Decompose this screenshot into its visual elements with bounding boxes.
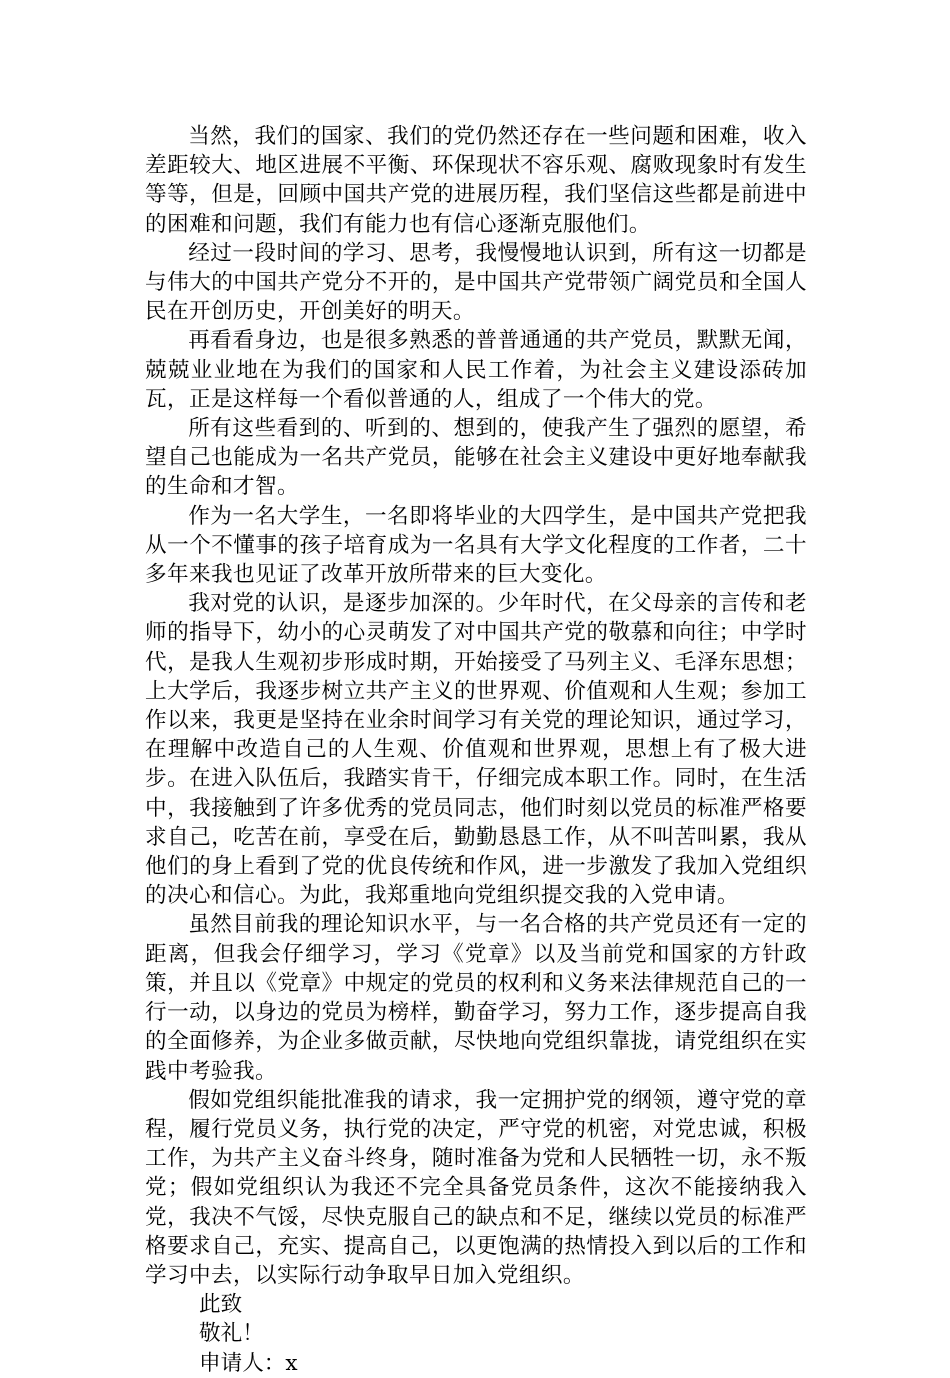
- applicant-signature: 申请人：x: [199, 1350, 298, 1376]
- closing-salutation: 此致: [199, 1292, 243, 1318]
- document-body: [145, 122, 807, 1378]
- paragraph: 虽然目前我的理论知识水平，与一名合格的共产党员还有一定的距离，但我会仔细学习，学习《党章》以及当前党和国家的方针政策，并且以《党章》中规定的党员的权利和义务来法律规范自己的一行一动，以身边的党员为榜样，勤奋学习，努力工作，逐步提高自我的全面修养，为企业多做贡献，尽快地向党组织靠拢，请党组织在实践中考验我。: [145, 912, 807, 1084]
- paragraph: 假如党组织能批准我的请求，我一定拥护党的纲领，遵守党的章程，履行党员义务，执行党的决定，严守党的机密，对党忠诚，积极工作，为共产主义奋斗终身，随时准备为党和人民牺牲一切，永不叛党；假如党组织认为我还不完全具备党员条件，这次不能接纳我入党，我决不气馁，尽快克服自己的缺点和不足，继续以党员的标准严格要求自己，充实、提高自己，以更饱满的热情投入到以后的工作和学习中去，以实际行动争取早日加入党组织。: [145, 1087, 807, 1288]
- paragraph: 经过一段时间的学习、思考，我慢慢地认识到，所有这一切都是与伟大的中国共产党分不开的，是中国共产党带领广阔党员和全国人民在开创历史，开创美好的明天。: [145, 240, 807, 325]
- paragraph: 所有这些看到的、听到的、想到的，使我产生了强烈的愿望，希望自己也能成为一名共产党员，能够在社会主义建设中更好地奉献我的生命和才智。: [145, 416, 807, 500]
- paragraph: 当然，我们的国家、我们的党仍然还存在一些问题和困难，收入差距较大、地区进展不平衡、环保现状不容乐观、腐败现象时有发生等等，但是，回顾中国共产党的进展历程，我们坚信这些都是前进中的困难和问题，我们有能力也有信心逐渐克服他们。: [145, 124, 807, 237]
- paragraph: 作为一名大学生，一名即将毕业的大四学生，是中国共产党把我从一个不懂事的孩子培育成为一名具有大学文化程度的工作者，二十多年来我也见证了改革开放所带来的巨大变化。: [145, 503, 807, 588]
- paragraph: 我对党的认识，是逐步加深的。少年时代，在父母亲的言传和老师的指导下，幼小的心灵萌发了对中国共产党的敬慕和向往；中学时代，是我人生观初步形成时期，开始接受了马列主义、毛泽东思想；上大学后，我逐步树立共产主义的世界观、价值观和人生观；参加工作以来，我更是坚持在业余时间学习有关党的理论知识，通过学习，在理解中改造自己的人生观、价值观和世界观，思想上有了极大进步。在进入队伍后，我踏实肯干，仔细完成本职工作。同时，在生活中，我接触到了许多优秀的党员同志，他们时刻以党员的标准严格要求自己，吃苦在前，享受在后，勤勤恳恳工作，从不叫苦叫累，我从他们的身上看到了党的优良传统和作风，进一步激发了我加入党组织的决心和信心。为此，我郑重地向党组织提交我的入党申请。: [145, 591, 807, 909]
- closing-regards: 敬礼！: [199, 1321, 264, 1347]
- paragraph: 再看看身边，也是很多熟悉的普普通通的共产党员，默默无闻，兢兢业业地在为我们的国家和人民工作着，为社会主义建设添砖加瓦，正是这样每一个看似普通的人，组成了一个伟大的党。: [145, 328, 807, 412]
